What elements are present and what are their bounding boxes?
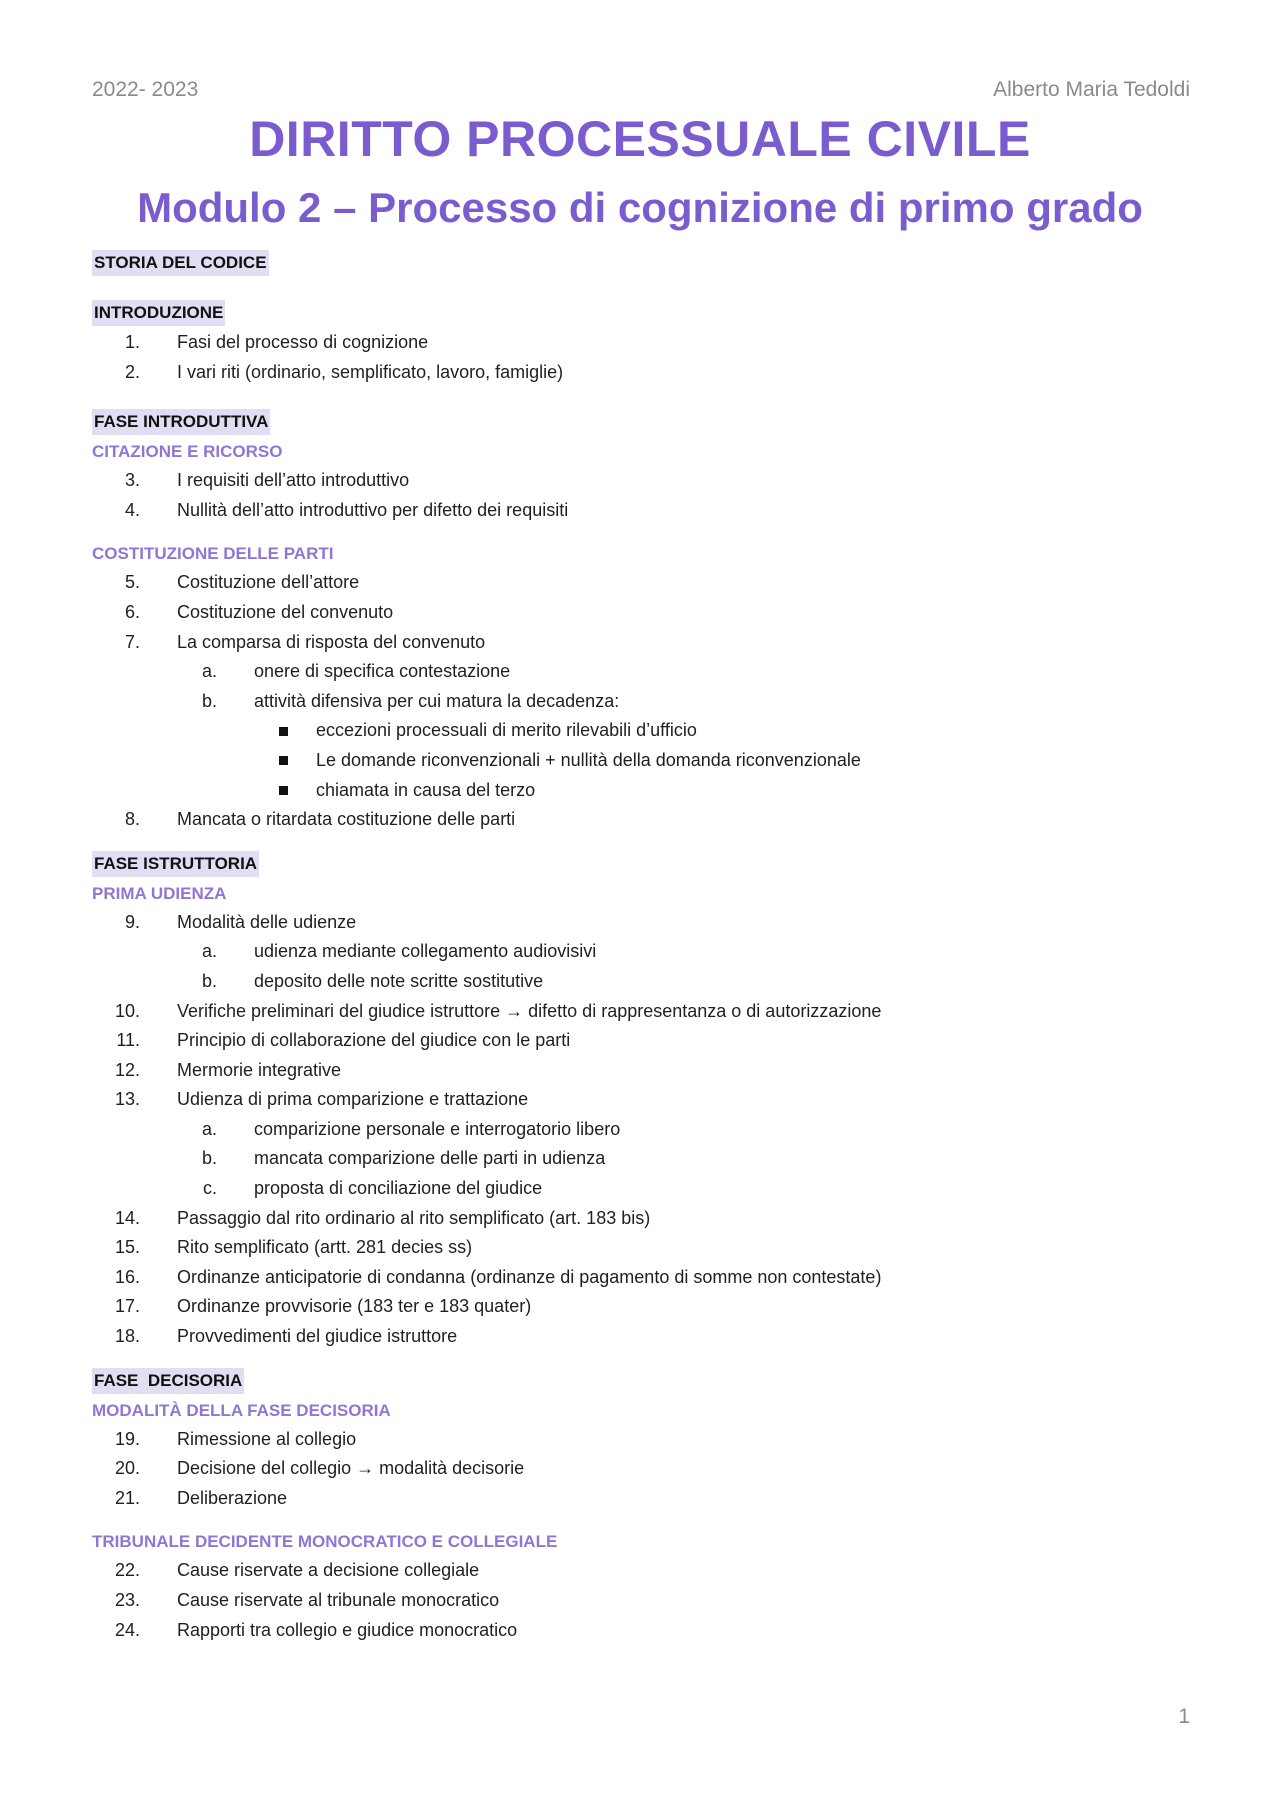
list-subitem: b. deposito delle note scritte sostitutive [201,970,544,991]
subsection-heading-costituzione: COSTITUZIONE DELLE PARTI [92,544,334,564]
list-item: 3. I requisiti dell’atto introduttivo [124,470,410,491]
section-heading-storia: STORIA DEL CODICE [92,250,269,276]
list-item: 7. La comparsa di risposta del convenuto [124,631,486,652]
subsection-heading-citazione: CITAZIONE E RICORSO [92,442,283,462]
list-item: 15. Rito semplificato (artt. 281 decies ss) [114,1237,473,1258]
list-subitem: a. udienza mediante collegamento audiovisivi [201,941,597,962]
list-item: 10. Verifiche preliminari del giudice istruttore → difetto di rappresentanza o di autorizzazione [114,1000,882,1021]
square-bullet-icon [279,756,288,765]
section-heading-fase-introduttiva: FASE INTRODUTTIVA [92,409,270,435]
list-item: 22. Cause riservate a decisione collegiale [114,1560,480,1581]
section-heading-fase-decisoria: FASE DECISORIA [92,1368,244,1394]
list-subitem: a. onere di specifica contestazione [201,661,511,682]
list-item: 11. Principio di collaborazione del giudice con le parti [116,1030,571,1051]
list-item: 5. Costituzione dell’attore [124,572,360,593]
list-subitem: b. attività difensiva per cui matura la decadenza: [201,690,620,711]
section-heading-introduzione: INTRODUZIONE [92,300,225,326]
document-subtitle: Modulo 2 – Processo di cognizione di primo grado [137,184,1143,231]
table-of-contents [92,248,1192,1645]
square-bullet-icon [279,727,288,736]
list-item: 16. Ordinanze anticipatorie di condanna (ordinanze di pagamento di somme non contestate) [114,1266,882,1287]
subsection-heading-modalita: MODALITÀ DELLA FASE DECISORIA [92,1400,391,1420]
list-item: 23. Cause riservate al tribunale monocratico [114,1590,500,1610]
document-title: DIRITTO PROCESSUALE CIVILE [249,111,1031,167]
list-item: 21. Deliberazione [114,1487,288,1508]
bullet-item: chiamata in causa del terzo [92,776,1192,806]
header-year: 2022- 2023 [92,78,199,101]
list-item: 24. Rapporti tra collegio e giudice monocratico [114,1619,518,1640]
page-number: 1 [1178,1705,1190,1728]
list-item: 12. Mermorie integrative [114,1059,342,1080]
list-item: 2. I vari riti (ordinario, semplificato, lavoro, famiglie) [124,361,564,382]
list-item: 1. Fasi del processo di cognizione [124,332,429,352]
list-subitem: c. proposta di conciliazione del giudice [202,1178,543,1199]
bullet-item: Le domande riconvenzionali + nullità della domanda riconvenzionale [92,746,1192,776]
subsection-heading-prima-udienza: PRIMA UDIENZA [92,883,227,903]
list-item: 6. Costituzione del convenuto [124,601,394,622]
section-heading-fase-istruttoria: FASE ISTRUTTORIA [92,851,259,877]
list-item: 13. Udienza di prima comparizione e trattazione [114,1089,529,1110]
header-author: Alberto Maria Tedoldi [993,78,1190,101]
list-item: 19. Rimessione al collegio [114,1428,357,1449]
list-item: 20. Decisione del collegio → modalità decisorie [114,1458,525,1479]
bullet-item: eccezioni processuali di merito rilevabili d’ufficio [92,716,1192,746]
subsection-heading-tribunale: TRIBUNALE DECIDENTE MONOCRATICO E COLLEGIALE [92,1532,558,1552]
list-item: 18. Provvedimenti del giudice istruttore [114,1326,458,1347]
list-subitem: b. mancata comparizione delle parti in udienza [201,1148,606,1169]
list-item: 17. Ordinanze provvisorie (183 ter e 183 quater) [114,1296,532,1317]
list-item: 14. Passaggio dal rito ordinario al rito semplificato (art. 183 bis) [114,1207,651,1228]
list-item: 4. Nullità dell’atto introduttivo per difetto dei requisiti [124,499,569,520]
list-item: 9. Modalità delle udienze [124,911,357,932]
square-bullet-icon [279,786,288,795]
list-item: 8. Mancata o ritardata costituzione delle parti [124,809,516,830]
list-subitem: a. comparizione personale e interrogatorio libero [201,1118,621,1139]
